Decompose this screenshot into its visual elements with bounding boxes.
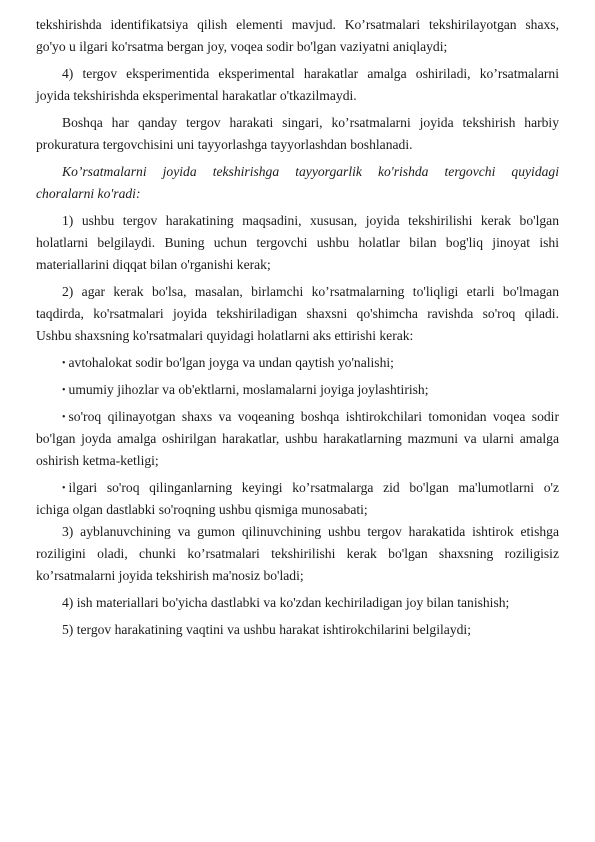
- paragraph: [36, 592, 559, 614]
- text-line: ilgari so'roq qilinganlarning keyingi ko’rsatmalarga zid bo'lgan ma'lumotlarni o'z: [68, 480, 559, 495]
- bullet-item: [36, 352, 559, 374]
- bullet-item: [36, 379, 559, 401]
- paragraph: [36, 281, 559, 347]
- text-line: holatlarni belgilaydi. Buning uchun tergovchi ushbu holatlar bilan bog'liq jinoyat ishi: [36, 235, 559, 250]
- text-line: Ushbu shaxsning ko'rsatmalari quyidagi holatlarni aks ettirishi kerak:: [36, 328, 414, 343]
- text-line: so'roq qilinayotgan shaxs va voqeaning boshqa ishtirokchilari tomonidan voqea sodir: [68, 409, 559, 424]
- text-line: roziligini oladi, chunki ko’rsatmalari tekshirilishi kerak bo'lgan shaxsning roziligisiz: [36, 546, 559, 561]
- text-line: prokuratura tergovchisini uni tayyorlashga tayyorlashdan boshlanadi.: [36, 137, 413, 152]
- text-line: ko’rsatmalarni joyida tekshirish ma'nosiz bo'ladi;: [36, 568, 304, 583]
- paragraph: [36, 619, 559, 641]
- paragraph: [36, 112, 559, 156]
- document-page: [36, 14, 559, 641]
- text-line: umumiy jihozlar va ob'ektlarni, moslamalarni joyiga joylashtirish;: [68, 382, 429, 397]
- text-line: 4) ish materiallari bo'yicha dastlabki va ko'zdan kechiriladigan joy bilan tanishish;: [62, 595, 510, 610]
- text-line: 4) tergov eksperimentida eksperimental harakatlar amalga oshiriladi, ko’rsatmalarni: [62, 66, 559, 81]
- paragraph: [36, 14, 559, 58]
- text-line: 3) ayblanuvchining va gumon qilinuvchining ushbu tergov harakatida ishtirok etishga: [62, 524, 559, 539]
- text-line: 2) agar kerak bo'lsa, masalan, birlamchi ko’rsatmalarning to'liqligi etarli bo'lmagan: [62, 284, 559, 299]
- text-line: materiallarini diqqat bilan o'rganishi kerak;: [36, 257, 271, 272]
- text-line: tekshirishda identifikatsiya qilish elementi mavjud. Ko’rsatmalari tekshirilayotgan shaxs,: [36, 17, 559, 32]
- paragraph: [36, 210, 559, 276]
- bullet-item: [36, 406, 559, 472]
- text-line: choralarni ko'radi:: [36, 186, 141, 201]
- text-line: 1) ushbu tergov harakatining maqsadini, xususan, joyida tekshirilishi kerak bo'lgan: [62, 213, 559, 228]
- bullet-icon: •: [62, 483, 66, 494]
- text-line: go'yo u ilgari ko'rsatma bergan joy, voqea sodir bo'lgan vaziyatni aniqlaydi;: [36, 39, 448, 54]
- text-line: Boshqa har qanday tergov harakati singari, ko’rsatmalarni joyida tekshirish harbiy: [62, 115, 559, 130]
- paragraph: [36, 521, 559, 587]
- text-line: 5) tergov harakatining vaqtini va ushbu harakat ishtirokchilarini belgilaydi;: [62, 622, 471, 637]
- text-line: avtohalokat sodir bo'lgan joyga va undan qaytish yo'nalishi;: [68, 355, 394, 370]
- bullet-icon: •: [62, 358, 66, 369]
- italic-paragraph: [36, 161, 559, 205]
- paragraph: [36, 63, 559, 107]
- text-line: taqdirda, ko'rsatmalari joyida tekshiriladigan shaxsni qo'shimcha ravishda so'roq qiladi.: [36, 306, 559, 321]
- text-line: oshirish ketma-ketligi;: [36, 453, 159, 468]
- bullet-item: [36, 477, 559, 521]
- text-line: bo'lgan joyda amalga oshirilgan harakatlar, ushbu harakatlarning mazmuni va ularni amalga: [36, 431, 559, 446]
- bullet-icon: •: [62, 412, 66, 423]
- text-line: joyida tekshirishda eksperimental harakatlar o'tkazilmaydi.: [36, 88, 357, 103]
- text-line: ichiga olgan dastlabki so'roqning ushbu qismiga munosabati;: [36, 502, 368, 517]
- text-line: Ko’rsatmalarni joyida tekshirishga tayyorgarlik ko'rishda tergovchi quyidagi: [62, 164, 559, 179]
- bullet-icon: •: [62, 385, 66, 396]
